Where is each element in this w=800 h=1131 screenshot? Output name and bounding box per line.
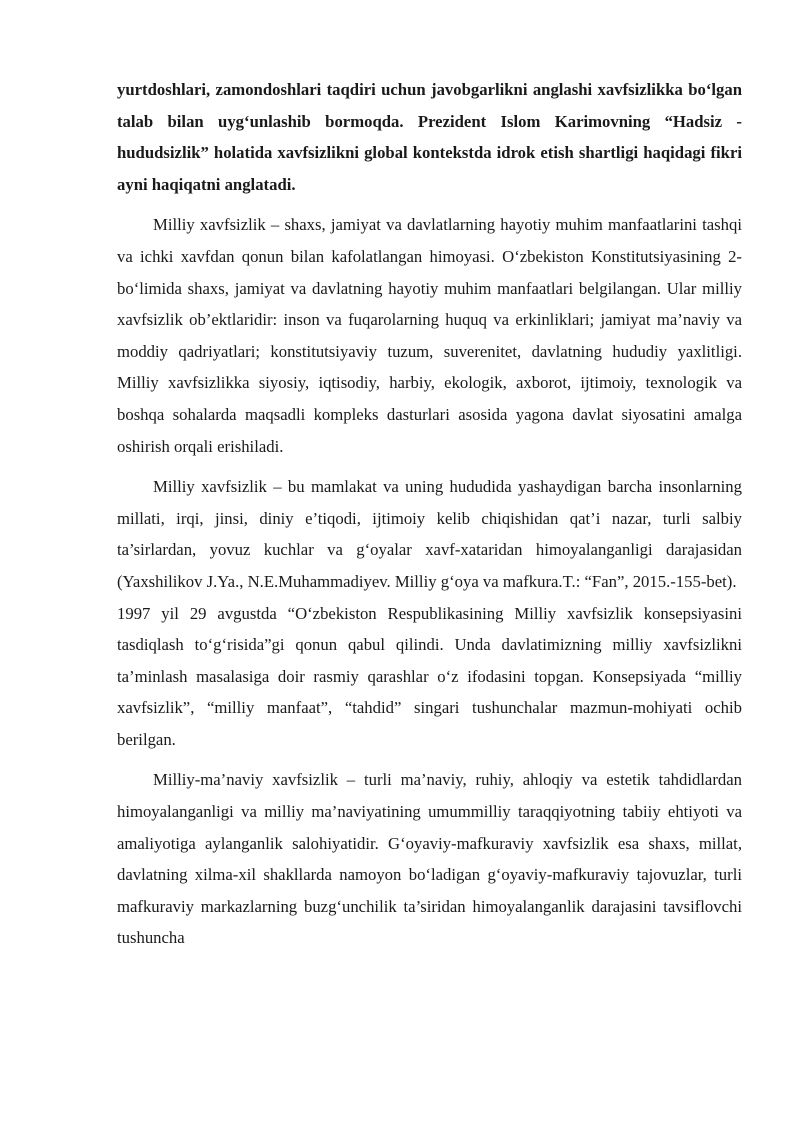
paragraph-milliy-xavfsizlik-definition: Milliy xavfsizlik – shaxs, jamiyat va davlatlarning hayotiy muhim manfaatlarini tashqi va ichki xavfdan qonun bilan kafolatlangan himoyasi. O‘zbekiston Konstitutsiyasining 2-bo‘limida shaxs, jamiyat va davlatning hayotiy muhim manfaatlari belgilangan. Ular milliy xavfsizlik ob’ektlaridir: inson va fuqarolarning huquq va erkinliklari; jamiyat ma’naviy va moddiy qadriyatlari; konstitutsiyaviy tuzum, suverenitet, davlatning hududiy yaxlitligi. Milliy xavfsizlikka siyosiy, iqtisodiy, harbiy, ekologik, axborot, ijtimoiy, texnologik va boshqa sohalarda maqsadli kompleks dasturlari asosida yagona davlat siyosatini amalga oshirish orqali erishiladi. [117,215,742,456]
paragraph-intro-bold: yurtdoshlari, zamondoshlari taqdiri uchun javobgarlikni anglashi xavfsizlikka bo‘lgan talab bilan uyg‘unlashib bormoqda. Prezident Islom Karimovning “Hadsiz - hududsizlik” holatida xavfsizlikni global kontekstda idrok etish shartligi haqidagi fikri ayni haqiqatni anglatadi. [117,80,742,194]
paragraph-milliy-manaviy-xavfsizlik: Milliy-ma’naviy xavfsizlik – turli ma’naviy, ruhiy, ahloqiy va estetik tahdidlardan himoyalanganligi va milliy ma’naviyatining umummilliy taraqqiyotning tabiiy ehtiyoti va amaliyotiga aylanganlik salohiyatidir. G‘oyaviy-mafkuraviy xavfsizlik esa shaxs, millat, davlatning xilma-xil shakllarda namoyon bo‘ladigan g‘oyaviy-mafkuraviy tajovuzlar, turli mafkuraviy markazlarning buzg‘unchilik ta’siridan himoyalanganlik darajasini tavsiflovchi tushuncha [117,770,742,948]
paragraph-gap [117,755,742,764]
paragraph-milliy-xavfsizlik-protection [117,471,742,755]
paragraph-gap [117,200,742,209]
paragraph-konsepsiya-text: 1997 yil 29 avgustda “O‘zbekiston Respublikasining Milliy xavfsizlik konsepsiyasini tasdiqlash to‘g‘risida”gi qonun qabul qilindi. Unda davlatimizning milliy xavfsizlikni ta’minlash masalasiga doir rasmiy qarashlar o‘z ifodasini topgan. Konsepsiyada “milliy xavfsizlik”, “milliy manfaat”, “tahdid” singari tushunchalar mazmun-mohiyati ochib berilgan. [117,603,742,749]
document-page [117,74,742,954]
paragraph-gap [117,462,742,471]
paragraph-milliy-xavfsizlik-protection-text: Milliy xavfsizlik – bu mamlakat va uning hududida yashaydigan barcha insonlarning millati, irqi, jinsi, diniy e’tiqodi, ijtimoiy kelib chiqishidan qat’i nazar, turli salbiy ta’sirlardan, yovuz kuchlar va g‘oyalar xavf-xataridan himoyalanganligi darajasidan (Yaxshilikov J.Ya., N.E.Muhammadiyev. Milliy g‘oya va mafkura.T.: “Fan”, 2015.-155-bet). [117,477,742,591]
